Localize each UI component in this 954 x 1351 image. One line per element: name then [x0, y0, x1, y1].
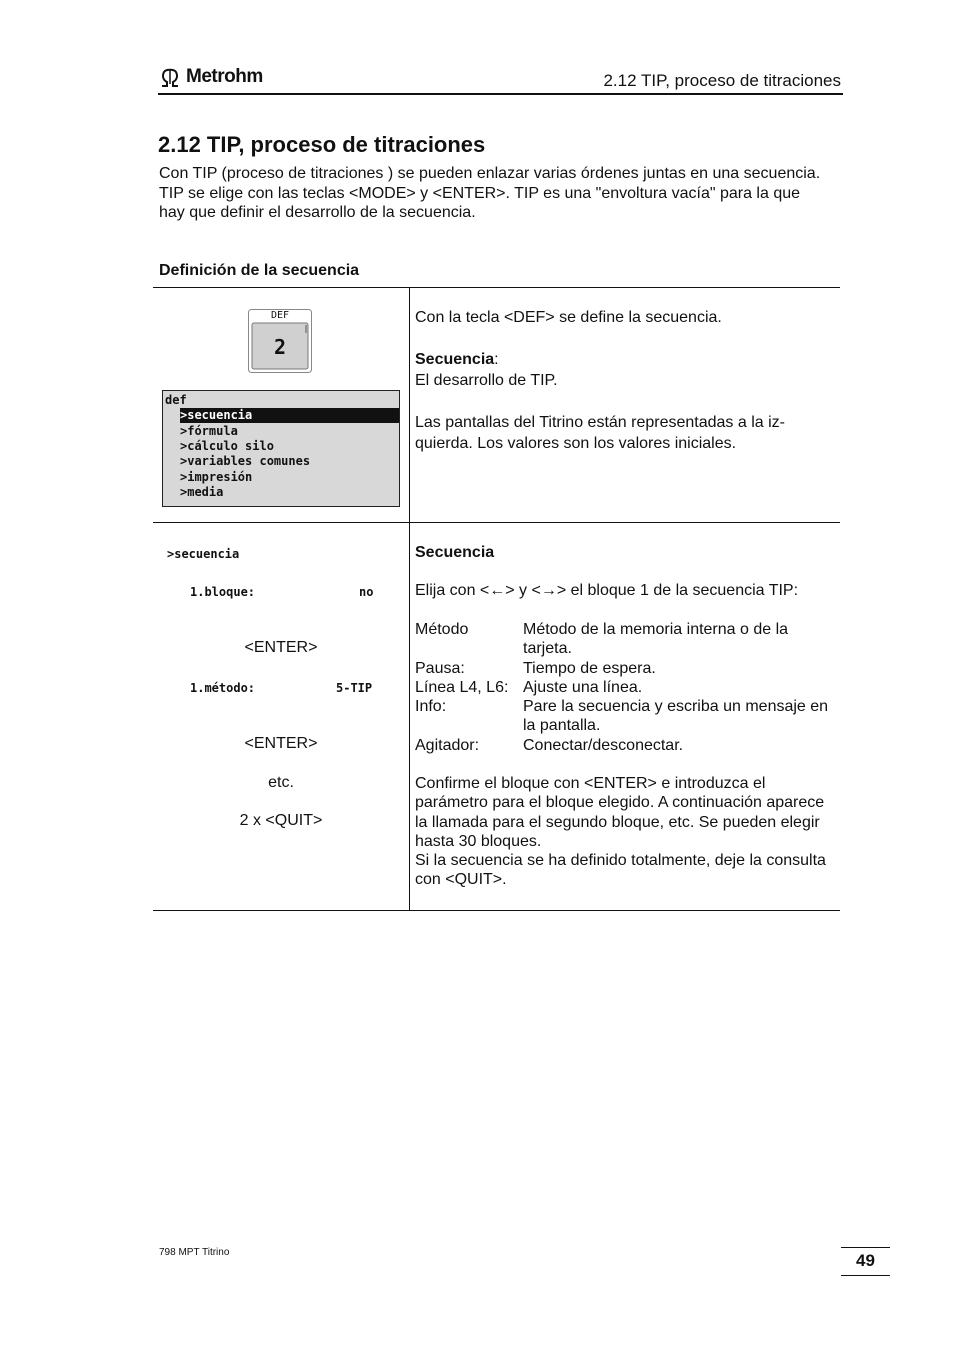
- intro-paragraph: TIP se elige con las teclas <MODE> y <ENTER>. TIP es una "envoltura vacía" para la que hay que definir el desarrollo de la secuencia.: [159, 184, 801, 221]
- metodo-label: 1.método:: [190, 681, 256, 695]
- page-title: 2.12 TIP, proceso de titraciones: [158, 132, 486, 157]
- key-label: DEF: [270, 310, 290, 321]
- secuencia-description: El desarrollo de TIP.: [415, 372, 558, 389]
- table-rule-middle: [153, 522, 840, 523]
- display-line: >cálculo silo: [180, 439, 274, 453]
- definition-desc: Pare la secuencia y escriba un mensaje en la pantalla.: [523, 698, 829, 735]
- def-key: [248, 309, 312, 373]
- definition-row: [415, 620, 835, 659]
- enter-key-step: <ENTER>: [244, 639, 318, 656]
- secuencia-term: [415, 351, 499, 369]
- page-number: 49: [856, 1251, 875, 1270]
- definition-row: [415, 697, 835, 736]
- definition-term: Agitador:: [415, 736, 480, 754]
- quit-step: 2 x <QUIT>: [239, 812, 323, 829]
- enter-key-step: <ENTER>: [244, 735, 318, 752]
- definition-desc: Tiempo de espera.: [523, 659, 656, 677]
- header-rule: [158, 93, 843, 95]
- definition-desc: Ajuste una línea.: [523, 678, 643, 696]
- titrino-display: [162, 390, 400, 507]
- definition-row: [415, 736, 835, 755]
- page-number-rule-bottom: [841, 1275, 890, 1276]
- definition-term: Línea L4, L6:: [415, 678, 509, 696]
- table-rule-bottom: [153, 910, 840, 911]
- note-line: quierda. Los valores son los valores iniciales.: [415, 435, 737, 452]
- display-line: def: [165, 393, 187, 407]
- definition-term: Info:: [415, 698, 447, 716]
- def-key-description: Con la tecla <DEF> se define la secuencia.: [415, 309, 722, 326]
- colon: :: [494, 351, 499, 368]
- footer-product: 798 MPT Titrino: [159, 1247, 230, 1258]
- finish-text: Si la secuencia se ha definido totalmente, deje la consulta con <QUIT>.: [415, 852, 826, 889]
- section-subheading: Definición de la secuencia: [159, 262, 360, 279]
- brand-name: Metrohm: [186, 66, 263, 87]
- table-column-divider: [409, 287, 410, 910]
- choose-block-text: Elija con <←> y <→> el bloque 1 de la secuencia TIP:: [415, 582, 799, 599]
- bloque-label: 1.bloque:: [190, 585, 256, 599]
- definition-term: Pausa:: [415, 659, 465, 677]
- display-line: >variables comunes: [180, 454, 311, 468]
- page-number-rule-top: [841, 1247, 890, 1248]
- display-line-selected: >secuencia: [180, 408, 399, 423]
- bloque-value: no: [359, 585, 374, 599]
- intro-paragraph: Con TIP (proceso de titraciones ) se pueden enlazar varias órdenes juntas en una secuencia.: [159, 165, 821, 182]
- key-number: 2: [273, 335, 287, 359]
- metodo-value: 5-TIP: [336, 681, 373, 695]
- etc-step: etc.: [268, 774, 294, 791]
- confirm-block-text: Confirme el bloque con <ENTER> e introduzca el parámetro para el bloque elegido. A continuación aparece la llamada para el segundo bloque, etc. Se pueden elegir hasta 30 bloques.: [415, 775, 825, 850]
- definition-term: Método: [415, 621, 469, 638]
- display-line: >fórmula: [180, 424, 238, 438]
- intro-text: [159, 164, 829, 223]
- note-line: Las pantallas del Titrino están representadas a la iz-: [415, 414, 785, 431]
- omega-logo-icon: [158, 66, 182, 88]
- table-rule-top: [153, 287, 840, 288]
- secuencia-heading: Secuencia: [415, 544, 495, 561]
- definition-row: [415, 678, 835, 697]
- definition-desc: Conectar/desconectar.: [523, 736, 684, 754]
- block-definition-list: [415, 620, 835, 755]
- secuencia-label: Secuencia: [415, 351, 495, 368]
- display-line: >impresión: [180, 470, 253, 484]
- screen-title: >secuencia: [167, 547, 240, 561]
- definition-desc: Método de la memoria interna o de la tarjeta.: [523, 621, 789, 658]
- metrohm-logo: [158, 66, 263, 88]
- running-header: 2.12 TIP, proceso de titraciones: [603, 71, 841, 90]
- display-line: >media: [180, 485, 224, 499]
- definition-row: [415, 659, 835, 678]
